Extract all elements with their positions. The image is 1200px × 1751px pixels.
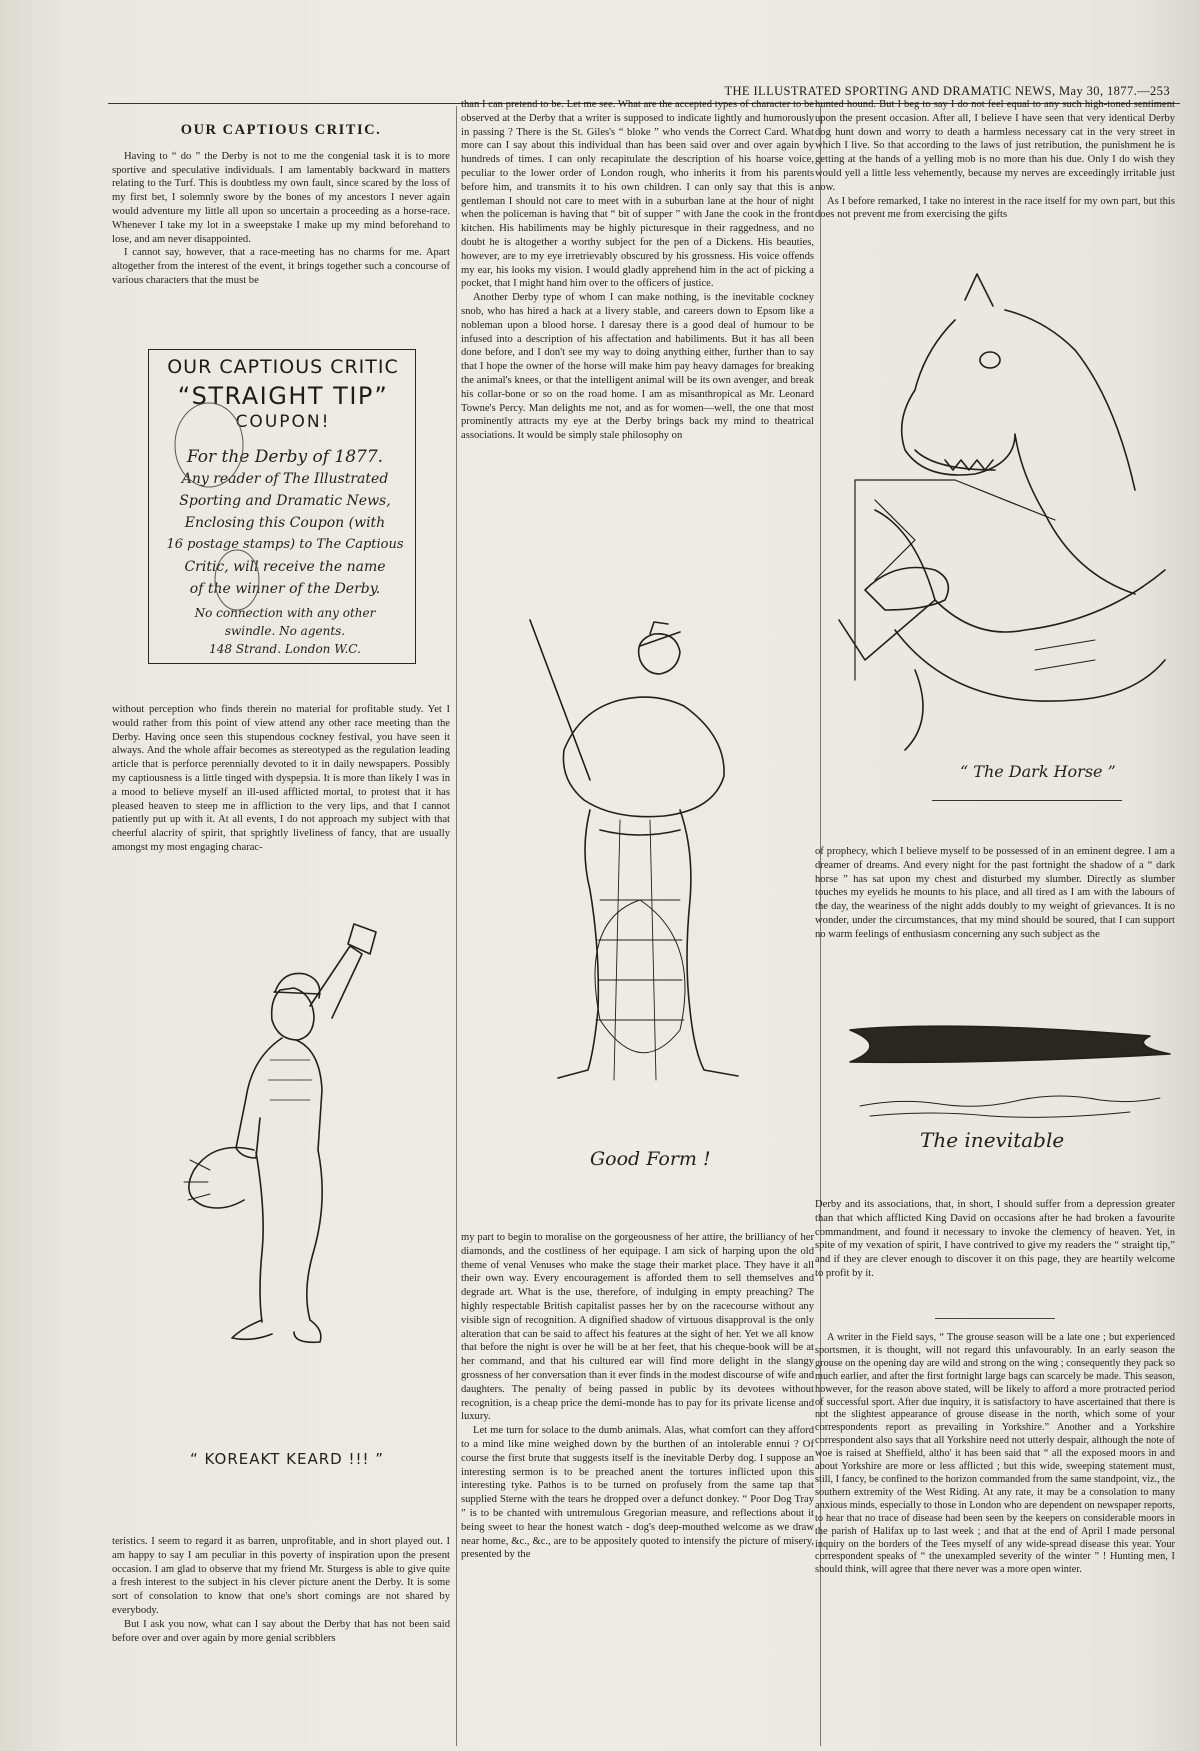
coupon-handwriting: Enclosing this Coupon (with: [184, 515, 386, 531]
coupon-handwriting: of the winner of the Derby.: [189, 581, 381, 597]
paragraph: without perception who finds therein no material for profitable study. Yet I would rather from this point of view attend any other race meeting than the Derby. Having once seen this stupendous cockney festival, you have seen it always. And the whole affair becomes as stereotyped as the regulation leading article that is perforce perennially devoted to it in daily newspapers. Possibly my captiousness is a little tinged with dyspepsia. It is more than likely I was in a mood to believe myself an ill-used afflicted mortal, to protest that it has pleased heaven to steep me in affliction to the very lips, and that I cannot patiently put up with it. At all events, I do not approach my subject with that cheerful alacrity of spirit, that sprightly liveliness of fancy, that are usually amongst my most engaging charac-: [112, 704, 450, 853]
paragraph: As I before remarked, I take no interest in the race itself for my own part, but this does not prevent me from exercising the gifts: [815, 195, 1175, 221]
dark-horse-illustration: [835, 270, 1175, 810]
paragraph: I cannot say, however, that a race-meeting has no charms for me. Apart altogether from the interest of the event, it brings together such a concourse of various characters that the must be: [112, 247, 450, 286]
card-seller-illustration: [150, 920, 450, 1420]
coupon-handwriting: 16 postage stamps) to The Captious: [166, 537, 404, 552]
column-2-top: [461, 98, 814, 443]
column-3-lower: [815, 1198, 1175, 1281]
coupon-handwriting: Any reader of The Illustrated: [181, 471, 389, 487]
coupon-handwriting: No connection with any other: [194, 606, 376, 620]
caption-inevitable: The inevitable: [920, 1128, 1065, 1152]
coupon-label: COUPON!: [235, 412, 331, 432]
paragraph: Derby and its associations, that, in short, I should suffer from a depression greater than that which afflicted King David on occasions after he had broken a favourite commandment, and found it necessary to invoke the clemency of heaven. Yet, in spite of my vexation of spirit, I have contrived to give my readers the “ straight tip,” and if they are clever enough to discover it on this page, they are heartily welcome to profit by it.: [815, 1199, 1175, 1279]
caption-rule: [932, 800, 1122, 801]
caption-good-form: Good Form !: [590, 1148, 711, 1170]
section-rule: [935, 1318, 1055, 1319]
column-1-middle: [112, 703, 450, 855]
paragraph: my part to begin to moralise on the gorgeousness of her attire, the brilliancy of her diamonds, and the costliness of her equipage. I am sick of harping upon the old theme of venal Venuses who make the stage their market place. They have it all their own way. Every encouragement is afforded them to sell themselves and degrade art. What is the use, therefore, of indulging in empty preaching? The highly respectable British capitalist passes her by on the racecourse without any visible sign of recognition. A dignified shadow of virtuous disapproval is the only alteration that can be said to affect his features at the sight of her. Yet we all know that before the night is over he will be at her feet, that his cheque-book will be at her command, and that his cultured ear will find more delight in the slangy grossness of her conversation than it ever finds in the modest discourse of wife and daughters. The penalty of being passed in public by its devotees without recognition, is a cheap price the demi-monde has to pay for its private license and luxury.: [461, 1232, 814, 1423]
coupon-scribble: [149, 350, 417, 665]
paragraph: of prophecy, which I believe myself to be possessed of in an eminent degree. I am a dreamer of dreams. And every night for the past fortnight the shadow of a “ dark horse ” has sat upon my chest and disturbed my slumber. Directly as slumber touches my eyelids he mounts to his place, and all tired as I am with the labours of the day, the weariness of the night adds doubly to my weight of grievances. It is no wonder, under the circumstances, that my mind should be soured, that I can support no warm feelings of enthusiasm concerning any such subject as the: [815, 846, 1175, 940]
article-title: OUR CAPTIOUS CRITIC.: [180, 122, 382, 138]
running-header: THE ILLUSTRATED SPORTING AND DRAMATIC NEWS, May 30, 1877.—253: [724, 84, 1170, 98]
paragraph: than I can pretend to be. Let me see. What are the accepted types of character to be observed at the Derby that a writer is supposed to indicate lightly and humorously in passing ? There is the St. Giles's “ bloke ” who vends the Correct Card. What more can I say about this individual than has been said over and over again by hundreds of times. I can only recapitulate the description of his hoarse voice, peculiar to the lower order of London rough, who inherits it from his parents before him, and transmits it to his own children. I can only say that this is a gentleman I should not care to meet with in a suburban lane at the hour of night when the policeman is having that “ bit of supper ” with Jane the cook in the front kitchen. His habiliments may be highly picturesque in their raggedness, and no doubt he is altogether a worthy subject for the pen of a Dickens. His beauties, however, are to my eye irretrievably obscured by his grossness. His voice offends my ear, his looks my vision. I would gladly apprehend him in the act of picking a pocket, that I might hand him over to the officers of justice.: [461, 99, 814, 290]
column-1-top: [112, 106, 450, 288]
column-rule: [456, 106, 457, 1746]
paragraph: Another Derby type of whom I can make nothing, is the inevitable cockney snob, who has hired a hack at a livery stable, and careers down to Epsom like a nobleman upon a blood horse. I daresay there is a good deal of humour to be infused into a description of his affectation and habiliments. But it has all been done before, and I don't see my way to doing anything either, further than to say that I hope the owner of the horse will make him pay heavy damages for breaking the animal's knees, or that the intelligent animal will be its own avenger, and break his collar-bone or so on the road home. I am as misanthropical as Mr. Leonard Towne's Percy. Man delights me not, and as for women—well, the one that most prominently attracts my eye at the Derby brings back my mind to theatrical associations. It would be simply stale philosophy on: [461, 292, 814, 442]
paragraph: Having to “ do ” the Derby is not to me the congenial task it is to more sportive and speculative individuals. I am lamentably backward in matters relating to the Turf. This is doubtless my own fault, since scared by the loss of my first bet, I solemnly swore by the bones of my ancestors I never again would adventure my little all upon so uncertain a proceeding as a horse-race. Whenever I take my lot in a sweepstake I make up my mind beforehand to lose, and am never disappointed.: [112, 150, 450, 245]
column-3-grouse: [815, 1332, 1175, 1577]
straight-tip-coupon: [148, 349, 416, 664]
inevitable-illustration: [850, 1020, 1180, 1140]
coupon-straight-tip: “STRAIGHT TIP”: [177, 382, 389, 410]
coupon-handwriting: 148 Strand. London W.C.: [209, 642, 361, 656]
caption-card-seller: “ KOREAKT KEARD !!! ”: [190, 1450, 385, 1468]
column-3-middle: [815, 845, 1175, 942]
paragraph: hunted hound. But I beg to say I do not feel equal to any such high-toned sentiment upon the present occasion. After all, I believe I have seen that very identical Derby dog hunt down and worry to death a harmless necessary cat in the very street in which I live. So that according to the laws of just retribution, the punishment he is getting at the hands of a yelling mob is no more than his due. Only I do wish they would yell a little less vehemently, because my nerves are exceedingly irritable just now.: [815, 99, 1175, 193]
paragraph: But I ask you now, what can I say about the Derby that has not been said before over and over again by more genial scribblers: [112, 1618, 450, 1644]
good-form-illustration: [490, 600, 810, 1160]
column-2-bottom: [461, 1231, 814, 1562]
column-3-top: [815, 98, 1175, 222]
coupon-handwriting: swindle. No agents.: [224, 624, 346, 638]
column-1-bottom: [112, 1535, 450, 1645]
coupon-handwriting: For the Derby of 1877.: [186, 447, 384, 467]
paragraph: teristics. I seem to regard it as barren, unprofitable, and in short played out. I am happy to say I am peculiar in this poverty of inspiration upon the present occasion. I am glad to observe that my friend Mr. Sturgess is able to give quite a fresh interest to the subject in his clever picture anent the Derby. It is some sort of consolation to know that one's short comings are not shared by everybody.: [112, 1536, 450, 1616]
coupon-heading: OUR CAPTIOUS CRITIC: [167, 356, 399, 378]
coupon-handwriting: Critic, will receive the name: [184, 559, 386, 575]
caption-dark-horse: “ The Dark Horse ”: [960, 762, 1116, 781]
paragraph: Let me turn for solace to the dumb animals. Alas, what comfort can they afford to a mind like mine weighed down by the burthen of an intolerable ennui ? Of course the first brute that suggests itself is the inevitable Derby dog. I suppose an interesting sermon is to be preached anent the tortures inflicted upon this interesting tyke. Pathos is to be turned on profusely from the same tap that supplied Sterne with the tears he dropped over a defunct donkey. “ Poor Dog Tray ” is to be chanted with untremulous Gregorian measure, and reflections about it being sweet to hear the honest watch - dog's deep-mouthed welcome as we draw near home, &c., &c., are to be appositely quoted to intensify the picture of misery, presented by the: [461, 1425, 814, 1561]
coupon-handwriting: Sporting and Dramatic News,: [179, 493, 391, 509]
paragraph: A writer in the Field says, “ The grouse season will be a late one ; but experienced sportsmen, it is thought, will not regard this unfavourably. In an early season the grouse on the opening day are wild and strong on the wing ; consequently they pack so much earlier, and after the first fortnight large bags can scarcely be made. This season, however, for the reason above stated, will be likely to afford a more protracted period of successful sport. After due inquiry, it is satisfactory to have ascertained that there is not the slightest appearance of grouse disease in the north, which some of your correspondents report as prevailing in Yorkshire.” Another and a Yorkshire correspondent also says that all Yorkshire need not utterly despair, although the note of woe is raised at Sheffield, altho' it has been said that “ all the exposed moors in and about Yorkshire are more or less afflicted ; but this wide, sweeping statement must, still, I fancy, be confined to the horizon commanded from the same standpoint, viz., the southern extremity of the West Riding. At any rate, it may be a consolation to many anxious minds, especially to those in London who are dependent on newspaper reports, to hear that no trace of disease had been seen by the keepers on considerable moors in the parish of Halifax up to last week ; and that at the end of April I made personal inquiry on the borders of the Tees myself of any wide-spread disease this year. Your correspondent speaks of “ the unexampled severity of the winter ” ! Hunting men, I should think, will agree that there never was a more open winter.: [815, 1332, 1175, 1576]
